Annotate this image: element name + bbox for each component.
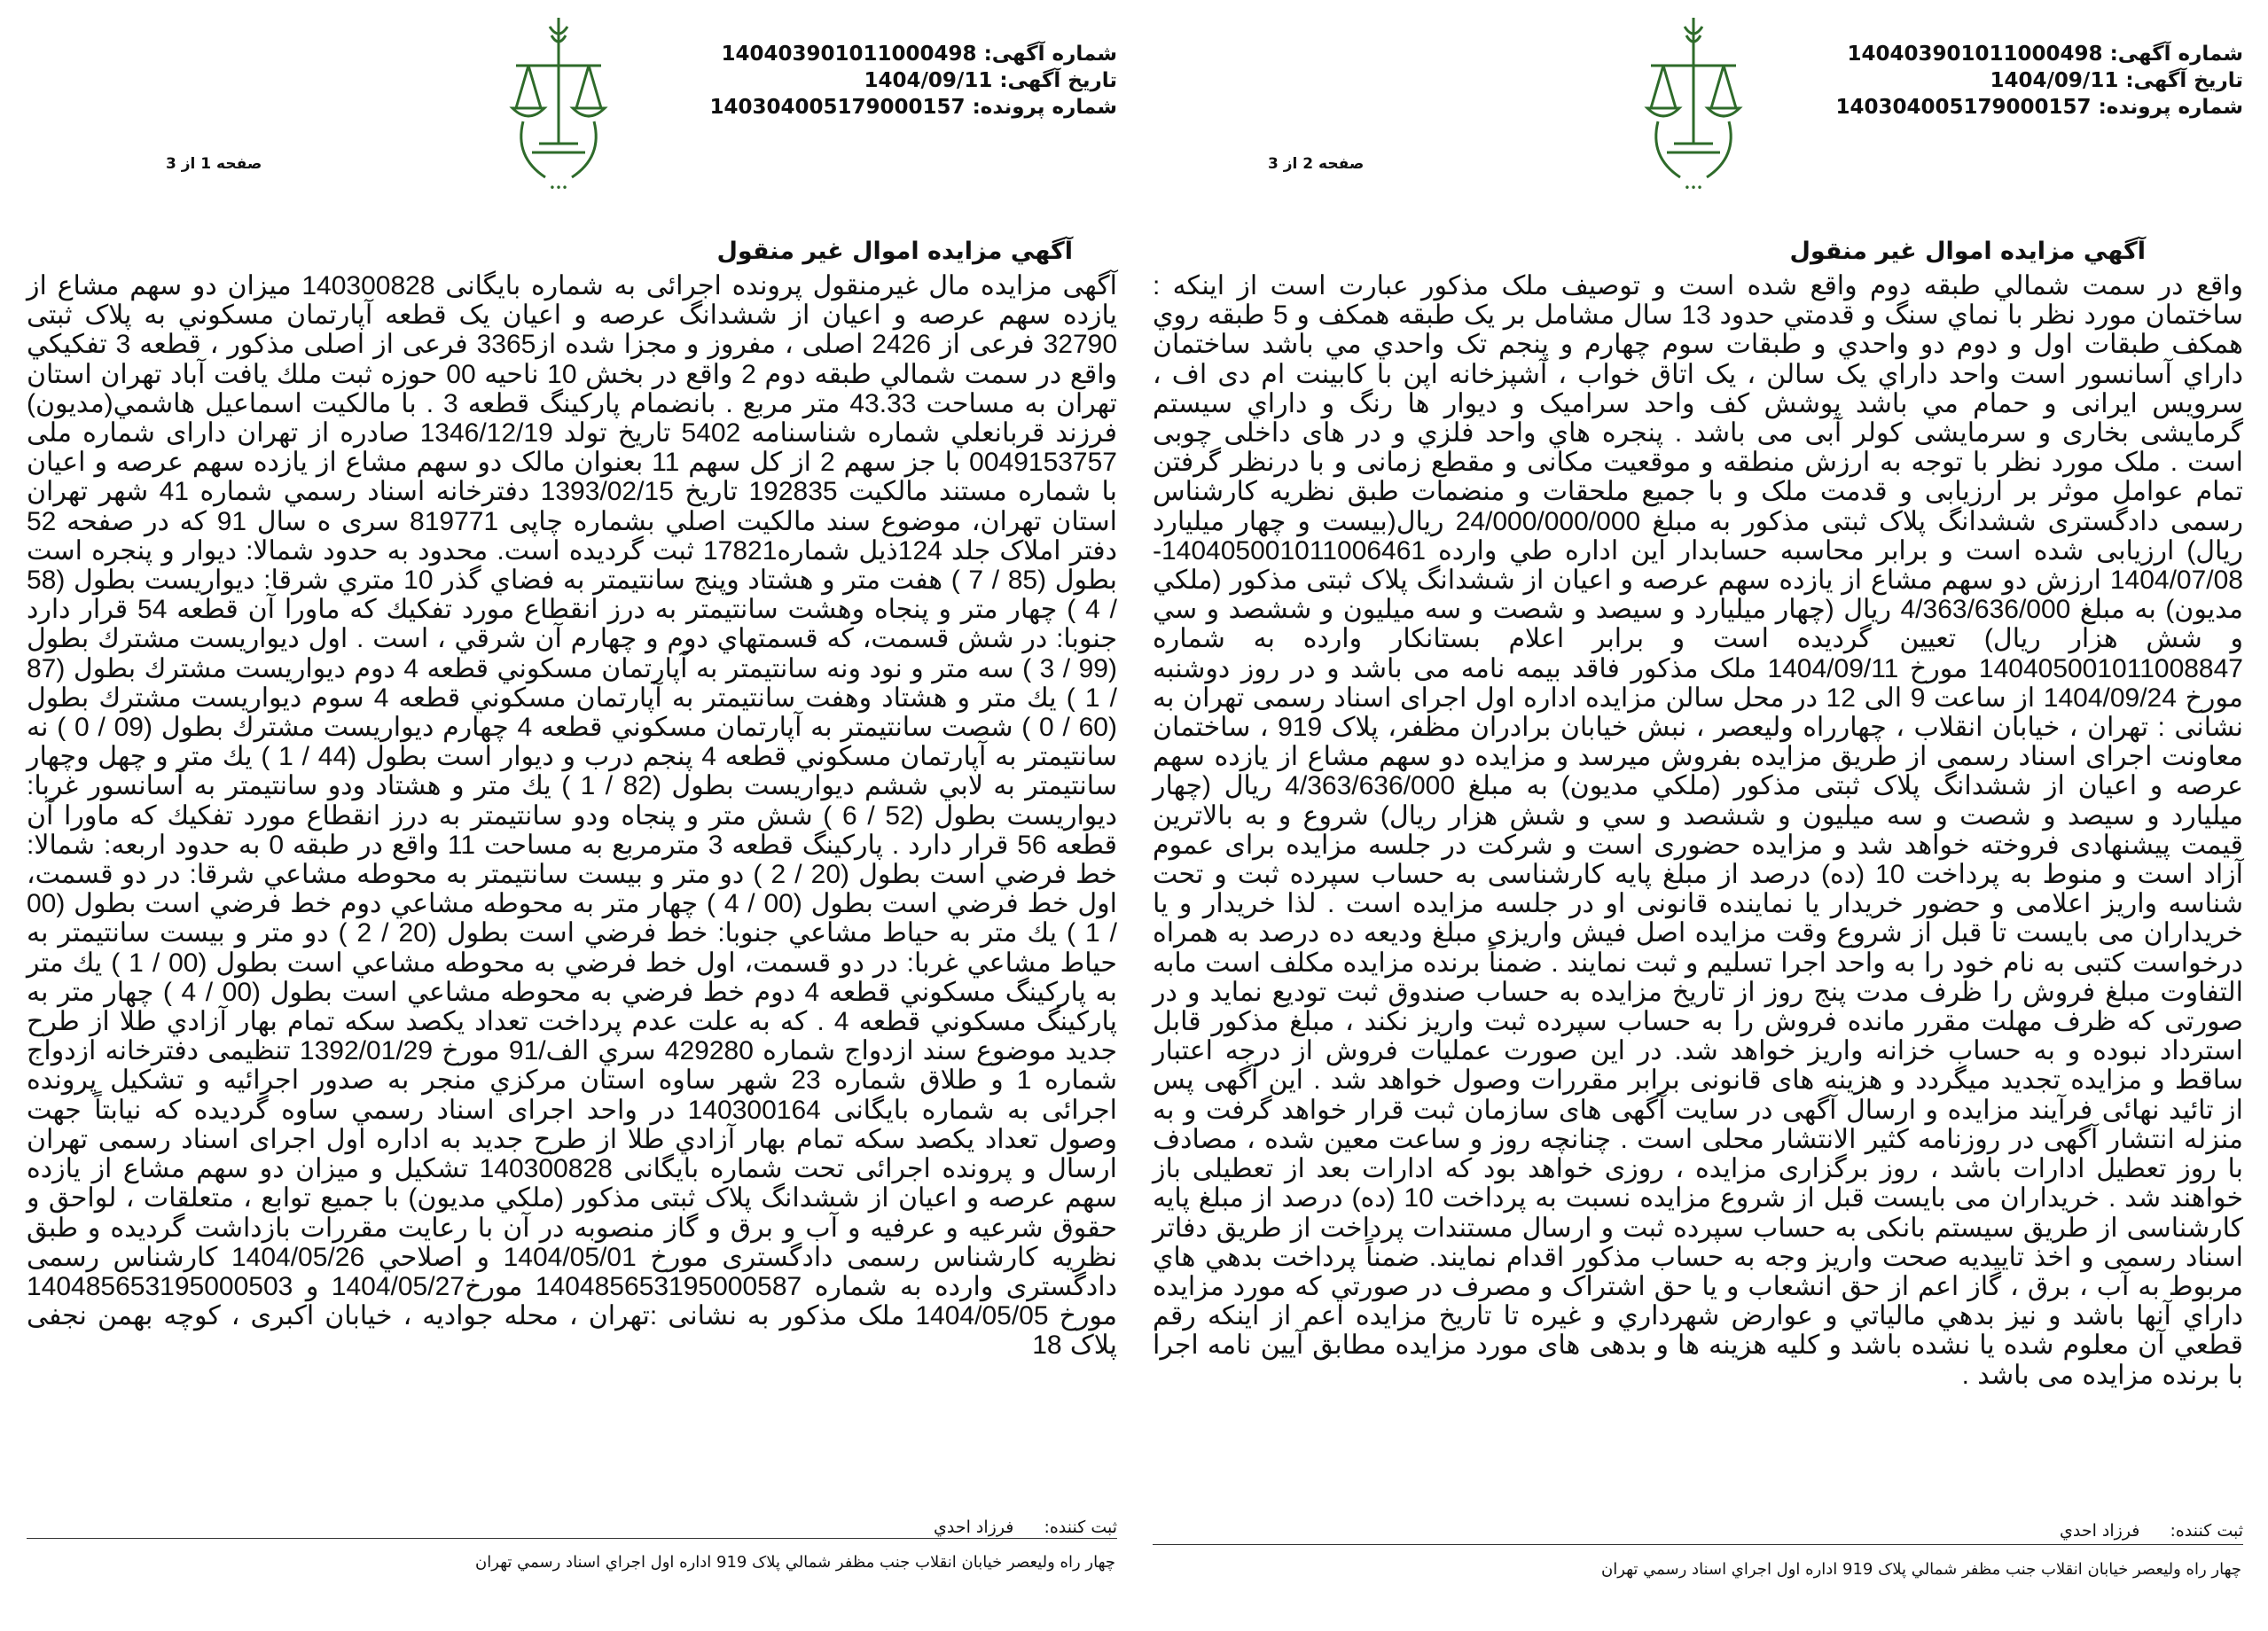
case-number: 140304005179000157	[709, 96, 966, 119]
notice-number-row	[709, 41, 1117, 67]
notice-date-label: تاریخ آگهی:	[2125, 69, 2243, 92]
judiciary-emblem-icon	[1631, 11, 1756, 197]
notice-number-row	[1835, 41, 2243, 67]
registrar-label: ثبت کننده:	[1044, 1518, 1117, 1537]
notice-date-label: تاریخ آگهی:	[999, 69, 1117, 92]
page-number: صفحه 1 از 3	[166, 155, 262, 173]
notice-title: آگهي مزايده اموال غير منقول	[1789, 238, 2146, 265]
notice-title: آگهي مزايده اموال غير منقول	[716, 238, 1073, 265]
registrar-line	[2060, 1521, 2243, 1541]
notice-number-label: شماره آگهی:	[983, 43, 1117, 66]
footer-divider	[1153, 1544, 2243, 1545]
svg-text:•••: •••	[549, 182, 568, 194]
registrar-name: فرزاد احدي	[2060, 1521, 2140, 1541]
notice-number: 140403901011000498	[1847, 43, 2103, 66]
judiciary-emblem-icon	[497, 11, 621, 197]
office-address: چهار راه وليعصر خيابان انقلاب جنب مظفر شمالي پلاک 919 اداره اول اجراي اسناد رسمي تهران	[474, 1553, 1115, 1572]
registrar-line	[934, 1518, 1117, 1537]
notice-number-label: شماره آگهی:	[2109, 43, 2243, 66]
svg-text:•••: •••	[1684, 182, 1703, 194]
registrar-label: ثبت کننده:	[2170, 1521, 2243, 1541]
notice-date: 1404/09/11	[1990, 69, 2119, 92]
notice-body: واقع در سمت شمالي طبقه دوم واقع شده است و توصيف ملک مذکور عبارت است از اينکه : ساختمان مورد نظر با نماي سنگ و قدمتي حدود 13 سال مشامل بر يک طبقه همکف و 5 طبقه روي همکف طبقات اول و دوم دو واحدي و طبقات سوم چهارم و پنجم تک واحدي مي باشد ساختمان داراي آسانسور است واحد داراي يک سالن ، يک اتاق خواب ، آشپزخانه اپن با کابينت ام دی اف ، سرويس ايرانی و حمام مي باشد پوشش کف واحد سراميک و ديوار ها رنگ و داراي سيستم گرمايشی بخاری و سرمايشی کولر آبی می باشد . پنجره هاي واحد فلزي و در های داخلی چوبی است . ملک مورد نظر با توجه به ارزش منطقه و موقعيت مکانی و مقطع زمانی و با درنظر گرفتن تمام عوامل موثر بر ارزيابی و قدمت ملک و با جميع ملحقات و منضمات طبق نظريه کارشناس رسمی دادگستری ششدانگ پلاک ثبتی مذکور به مبلغ 24/000/000/000 ريال(بيست و چهار ميليارد ريال) ارزيابی شده است و برابر محاسبه حسابدار اين اداره طي وارده 140405001011006461- 1404/07/08 ارزش دو سهم مشاع از يازده سهم عرصه و اعيان از ششدانگ پلاک ثبتی مذکور (ملکي مديون) به مبلغ 4/363/636/000 ريال (چهار ميليارد و سيصد و شصت و سه ميليون و ششصد و سي و شش هزار ريال) تعيين گرديده است و برابر اعلام بستانکار وارده به شماره 140405001011008847 مورخ 1404/09/11 ملک مذکور فاقد بيمه نامه می باشد و در روز دوشنبه مورخ 1404/09/24 از ساعت 9 الی 12 در محل سالن مزايده اداره اول اجرای اسناد رسمی تهران به نشانی : تهران ، خيابان انقلاب ، چهارراه وليعصر ، نبش خيابان برادران مظفر، پلاک 919 ، ساختمان معاونت اجرای اسناد رسمی از طريق مزايده بفروش ميرسد و مزايده دو سهم مشاع از يازده سهم عرصه و اعيان از ششدانگ پلاک ثبتی مذکور (ملکي مديون) به مبلغ 4/363/636/000 ريال (چهار ميليارد و سيصد و شصت و سه ميليون و ششصد و سي و شش هزار ريال) شروع و به بالاترين قيمت پيشنهادی فروخته خواهد شد و مزايده حضوری است و شرکت در جلسه مزايده برای عموم آزاد است و منوط به پرداخت 10 (ده) درصد از مبلغ پايه کارشناسی به حساب سپرده ثبت و تحت شناسه واريز اعلامی و حضور خريدار يا نماينده قانونی او در جلسه مزايده است . لذا خريدار و يا خريداران می بايست تا قبل از شروع وقت مزايده اصل فيش واريزی مبلغ وديعه ده درصد به همراه درخواست کتبی به نام خود را به واحد اجرا تسليم و ثبت نمايند . ضمناً برنده مزايده مکلف است مابه التفاوت مبلغ فروش را ظرف مدت پنج روز از تاريخ مزايده به حساب صندوق ثبت توديع نمايد و در صورتی که ظرف مهلت مقرر مانده فروش را به حساب سپرده ثبت واريز نکند ، مبلغ مذکور قابل استرداد نبوده و به حساب خزانه واريز خواهد شد. در اين صورت عمليات فروش از درجه اعتبار ساقط و مزايده تجديد ميگردد و هزينه های قانونی برابر مقررات وصول خواهد شد . اين آگهی پس از تائيد نهائی فرآيند مزايده و ارسال آگهی در سايت آگهی های سازمان ثبت قرار خواهد گرفت و به منزله انتشار آگهی در روزنامه کثير الانتشار محلی است . چنانچه روز و ساعت معين شده ، مصادف با روز تعطيل ادارات باشد ، روز برگزاری مزايده ، روزی خواهد بود که ادارات بعد از تعطيلی باز خواهند شد . خريداران می بايست قبل از شروع مزايده نسبت به پرداخت 10 (ده) درصد از مبلغ پايه کارشناسی از طريق سيستم بانکی به حساب سپرده ثبت و ارسال مستندات پرداخت از طريق دفاتر اسناد رسمی و اخذ تاييديه صحت واريز وجه به حساب مذکور اقدام نمايند. ضمناً پرداخت بدهي هاي مربوط به آب ، برق ، گاز اعم از حق انشعاب و يا حق اشتراک و مصرف در صورتي که مورد مزايده داراي آنها باشد و نيز بدهي مالياتي و عوارض شهرداري و غيره تا تاريخ مزايده اعم از اينکه رقم قطعي آن معلوم شده يا نشده باشد و کليه هزينه ها و بدهی های مورد مزايده مطابق آيين نامه اجرا با برنده مزايده می باشد .	[1153, 271, 2244, 1390]
notice-body: آگهی مزایده مال غیرمنقول پرونده اجرائی به شماره بایگانی 140300828 میزان دو سهم مشاع از یازده سهم عرصه و اعیان از ششدانگ عرصه و اعیان یک قطعه آپارتمان مسكوني به پلاک ثبتی 32790 فرعی از 2426 اصلی ، مفروز و مجزا شده از3365 فرعی از اصلی مذکور ، قطعه 3 تفكيكي واقع در سمت شمالي طبقه دوم 2 واقع در بخش 10 ناحيه 00 حوزه ثبت ملك يافت آباد تهران استان تهران به مساحت 43.33 متر مربع . بانضمام پاركينگ قطعه 3 . با مالكيت اسماعيل هاشمي(مديون) فرزند قربانعلي شماره شناسنامه 5402 تاريخ تولد 1346/12/19 صادره از تهران دارای شماره ملی 0049153757 با جز سهم 2 از کل سهم 11 بعنوان مالک دو سهم مشاع از يازده سهم عرصه و اعيان با شماره مستند مالكيت 192835 تاريخ 1393/02/15 دفترخانه اسناد رسمي شماره 41 شهر تهران استان تهران، موضوع سند مالکیت اصلي بشماره چاپی 819771 سری ه سال 91 که در صفحه 52 دفتر املاک جلد 124ذیل شماره17821 ثبت گرديده است. محدود به حدود شمالا: ديوار و پنجره است بطول (85 / 7 ) هفت متر و هشتاد وپنج سانتيمتر به فضاي گذر 10 متري شرقا: ديواريست بطول (58 / 4 ) چهار متر و پنجاه وهشت سانتيمتر به درز انقطاع مورد تفكيك كه ماورا آن قطعه 54 قرار دارد جنوبا: در شش قسمت، كه قسمتهاي دوم و چهارم آن شرقي ، است . اول ديواريست مشترك بطول (99 / 3 ) سه متر و نود ونه سانتيمتر به آپارتمان مسكوني قطعه 4 دوم ديواريست مشترك بطول (87 / 1 ) يك متر و هشتاد وهفت سانتيمتر به آپارتمان مسكوني قطعه 4 سوم ديواريست مشترك بطول (60 / 0 ) شصت سانتيمتر به آپارتمان مسكوني قطعه 4 چهارم ديواريست مشترك بطول (09 / 0 ) نه سانتيمتر به آپارتمان مسكوني قطعه 4 پنجم درب و ديوار است بطول (44 / 1 ) يك متر و چهل وچهار سانتيمتر به لابي ششم ديواريست بطول (82 / 1 ) يك متر و هشتاد ودو سانتيمتر به آسانسور غربا: ديواريست بطول (52 / 6 ) شش متر و پنجاه ودو سانتيمتر به درز انقطاع مورد تفكيك كه ماورا آن قطعه 56 قرار دارد . پاركينگ قطعه 3 مترمربع به مساحت 11 واقع در طبقه 0 به حدود اربعه: شمالا: خط فرضي است بطول (20 / 2 ) دو متر و بيست سانتيمتر به محوطه مشاعي شرقا: در دو قسمت، اول خط فرضي است بطول (00 / 4 ) چهار متر به محوطه مشاعي دوم خط فرضي است بطول (00 / 1 ) يك متر به حياط مشاعي جنوبا: خط فرضي است بطول (20 / 2 ) دو متر و بيست سانتيمتر به حياط مشاعي غربا: در دو قسمت، اول خط فرضي به محوطه مشاعي است بطول (00 / 1 ) يك متر به پاركينگ مسكوني قطعه 4 دوم خط فرضي به محوطه مشاعي است بطول (00 / 4 ) چهار متر به پاركينگ مسكوني قطعه 4 . كه به علت عدم پرداخت تعداد یکصد سکه تمام بهار آزادي طلا از طرح جدید موضوع سند ازدواج شماره 429280 سري الف/91 مورخ 1392/01/29 تنظيمی دفترخانه ازدواج شماره 1 و طلاق شماره 23 شهر ساوه استان مرکزي منجر به صدور اجرائيه و تشكيل پرونده اجرائی به شماره بایگانی 140300164 در واحد اجرای اسناد رسمي ساوه گرديده كه نيابتاً جهت وصول تعداد یکصد سکه تمام بهار آزادي طلا از طرح جديد به اداره اول اجرای اسناد رسمی تهران ارسال و پرونده اجرائی تحت شماره بایگانی 140300828 تشکیل و ميزان دو سهم مشاع از يازده سهم عرصه و اعيان از ششدانگ پلاک ثبتی مذکور (ملکي مديون) با جميع توابع ، متعلقات ، لواحق و حقوق شرعیه و عرفیه و آب و برق و گاز منصوبه در آن با رعايت مقررات بازداشت گرديده و طبق نظريه كارشناس رسمی دادگستری مورخ 1404/05/01 و اصلاحي 1404/05/26 کارشناس رسمی دادگستری وارده به شماره 140485653195000587 مورخ1404/05/27 و 140485653195000503 مورخ 1404/05/05 ملک مذکور به نشانی :تهران ، محله جواديه ، خيابان اكبری ، کوچه بهمن نجفی پلاک 18	[27, 271, 1118, 1361]
notice-meta	[709, 41, 1117, 121]
case-number-row	[709, 94, 1117, 121]
notice-meta	[1835, 41, 2243, 121]
notice-page-2	[1153, 0, 2243, 1631]
notice-number: 140403901011000498	[721, 43, 977, 66]
notice-date-row	[709, 67, 1117, 94]
case-number-row	[1835, 94, 2243, 121]
page-number: صفحه 2 از 3	[1268, 155, 1365, 173]
footer-divider	[27, 1538, 1117, 1539]
notice-page-1	[27, 0, 1117, 1631]
notice-date-row	[1835, 67, 2243, 94]
notice-date: 1404/09/11	[864, 69, 993, 92]
office-address: چهار راه وليعصر خيابان انقلاب جنب مظفر شمالي پلاک 919 اداره اول اجراي اسناد رسمي تهران	[1600, 1560, 2241, 1579]
case-number-label: شماره پرونده:	[2098, 96, 2243, 119]
case-number-label: شماره پرونده:	[972, 96, 1117, 119]
case-number: 140304005179000157	[1835, 96, 2092, 119]
registrar-name: فرزاد احدي	[934, 1518, 1014, 1537]
